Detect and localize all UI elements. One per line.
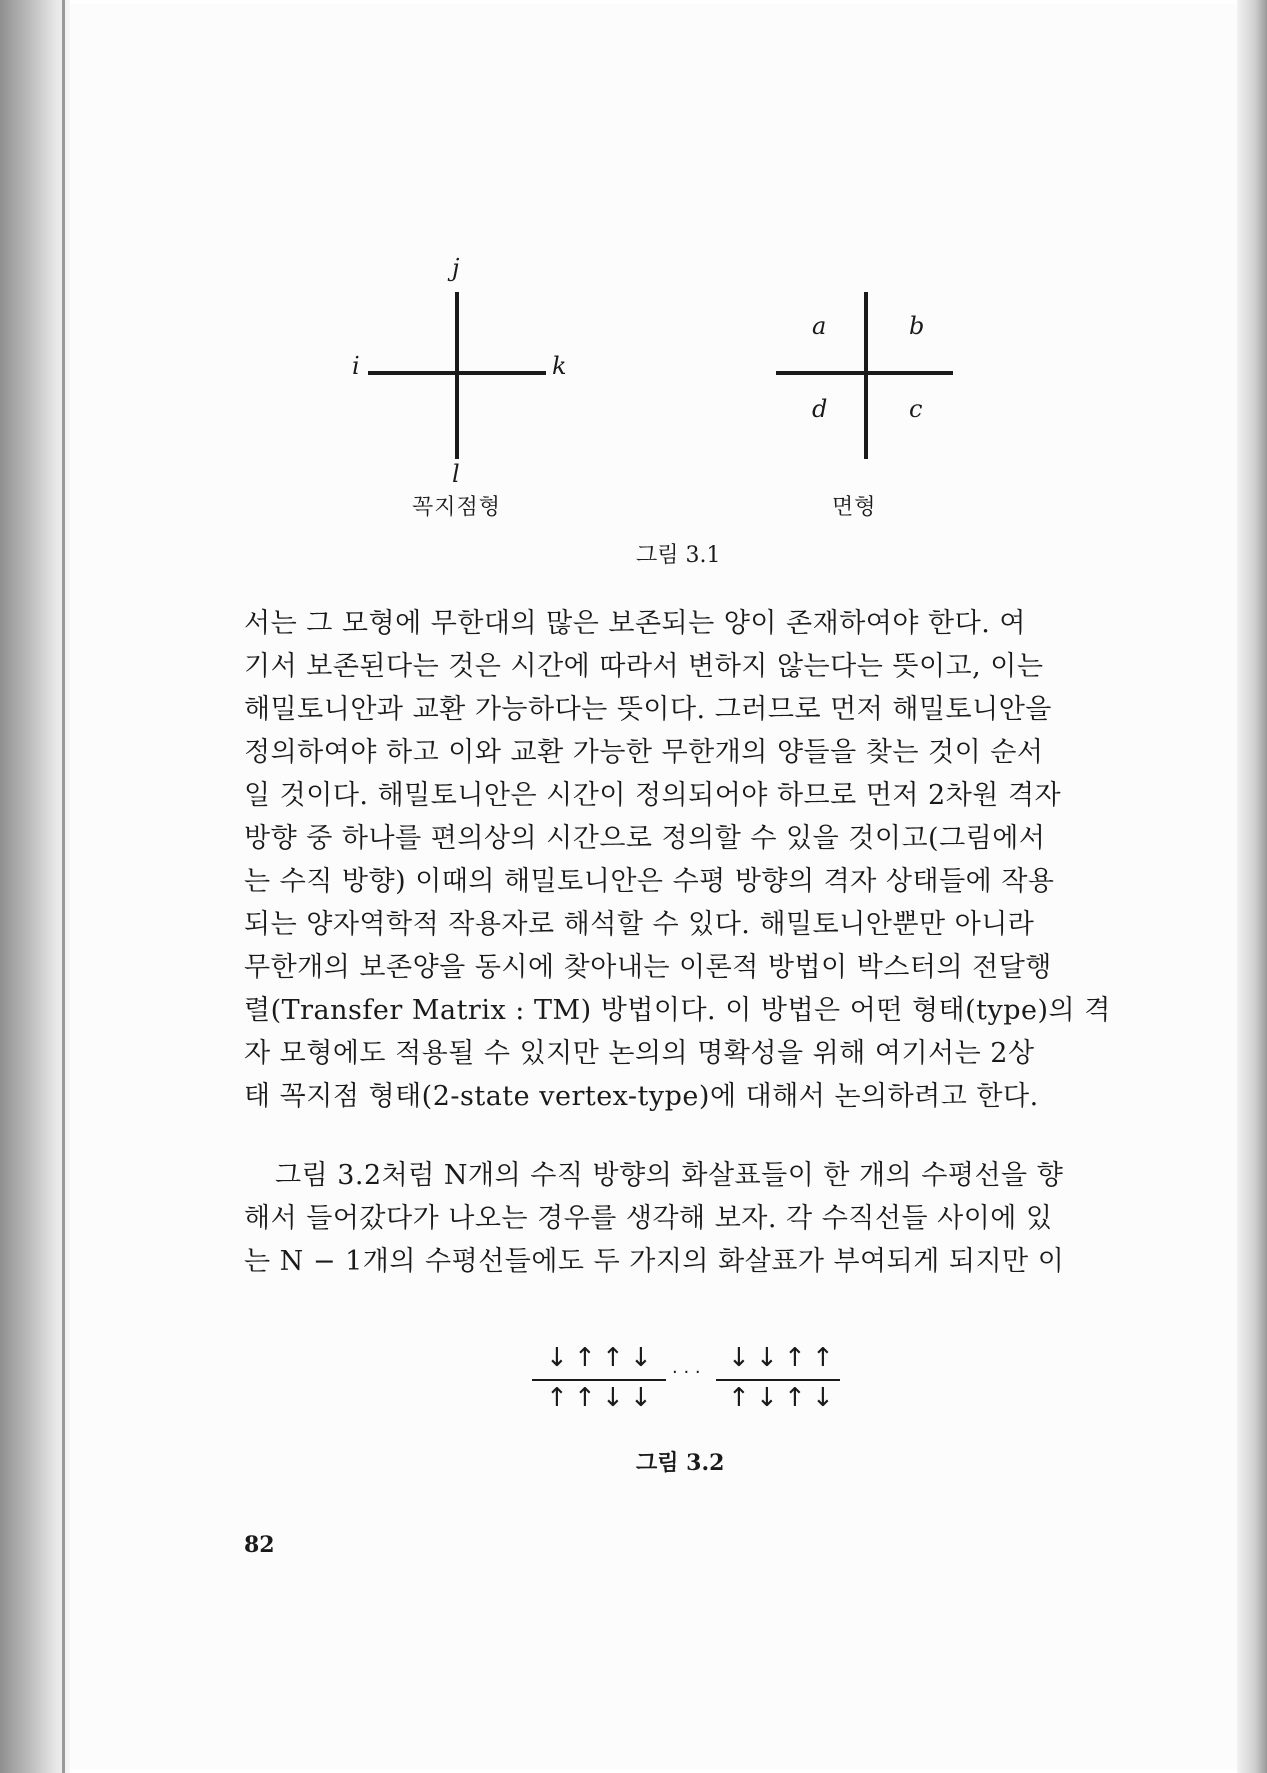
page-edge-left	[0, 0, 70, 1773]
arrow-top-right-3: ↑	[784, 1343, 806, 1373]
text-line: 일 것이다. 해밀토니안은 시간이 정의되어야 하므로 먼저 2차원 격자	[244, 780, 1062, 811]
vertex-vertical-line	[455, 292, 459, 459]
page-edge-right	[1237, 0, 1267, 1773]
vertex-label-j: j	[452, 254, 460, 282]
face-vertical-line	[864, 292, 868, 459]
figure-3-1-caption: 그림 3.1	[636, 543, 721, 568]
arrow-top-left-4: ↓	[630, 1343, 652, 1373]
arrow-top-left-2: ↑	[574, 1343, 596, 1373]
vertex-label-k: k	[552, 352, 567, 380]
arrow-baseline-left	[532, 1379, 666, 1381]
arrow-top-right-2: ↓	[756, 1343, 778, 1373]
page-number: 82	[244, 1532, 275, 1558]
text-line: 는 수직 방향) 이때의 해밀토니안은 수평 방향의 격자 상태들에 작용	[244, 866, 1055, 897]
text-line: 는 N − 1개의 수평선들에도 두 가지의 화살표가 부여되게 되지만 이	[244, 1246, 1065, 1277]
paragraph-2	[244, 1154, 1119, 1283]
text-line: 정의하여야 하고 이와 교환 가능한 무한개의 양들을 찾는 것이 순서	[244, 737, 1044, 768]
text-line: 태 꼭지점 형태(2-state vertex-type)에 대해서 논의하려고 한다.	[244, 1081, 1039, 1112]
text-line: 무한개의 보존양을 동시에 찾아내는 이론적 방법이 박스터의 전달행	[244, 952, 1052, 983]
text-line: 서는 그 모형에 무한대의 많은 보존되는 양이 존재하여야 한다. 여	[244, 608, 1026, 639]
arrow-bottom-left-3: ↓	[602, 1383, 624, 1413]
ellipsis: · · ·	[672, 1362, 701, 1383]
arrow-baseline-right	[716, 1379, 840, 1381]
arrow-top-left-3: ↑	[602, 1343, 624, 1373]
face-label-d: d	[812, 395, 828, 423]
arrow-bottom-right-1: ↑	[728, 1383, 750, 1413]
arrow-bottom-left-2: ↑	[574, 1383, 596, 1413]
vertex-type-caption: 꼭지점형	[412, 495, 502, 520]
vertex-label-l: l	[452, 460, 460, 488]
face-label-c: c	[909, 395, 923, 423]
face-label-a: a	[812, 312, 827, 340]
paragraph-1	[244, 602, 1119, 1118]
face-label-b: b	[909, 312, 925, 340]
arrow-top-left-1: ↓	[546, 1343, 568, 1373]
face-type-caption: 면형	[832, 495, 877, 520]
text-line: 자 모형에도 적용될 수 있지만 논의의 명확성을 위해 여기서는 2상	[244, 1038, 1035, 1069]
vertex-horizontal-line	[368, 371, 546, 375]
text-line: 그림 3.2처럼 N개의 수직 방향의 화살표들이 한 개의 수평선을 향	[275, 1160, 1064, 1191]
arrow-bottom-right-2: ↓	[756, 1383, 778, 1413]
figure-3-2-caption: 그림 3.2	[636, 1450, 725, 1476]
arrow-bottom-left-4: ↓	[630, 1383, 652, 1413]
text-line: 해서 들어갔다가 나오는 경우를 생각해 보자. 각 수직선들 사이에 있	[244, 1203, 1053, 1234]
vertex-label-i: i	[352, 352, 360, 380]
arrow-top-right-4: ↑	[812, 1343, 834, 1373]
arrow-top-right-1: ↓	[728, 1343, 750, 1373]
text-line: 렬(Transfer Matrix : TM) 방법이다. 이 방법은 어떤 형태(type)의 격	[244, 995, 1111, 1026]
face-horizontal-line	[776, 371, 953, 375]
text-line: 기서 보존된다는 것은 시간에 따라서 변하지 않는다는 뜻이고, 이는	[244, 651, 1044, 682]
text-line: 되는 양자역학적 작용자로 해석할 수 있다. 해밀토니안뿐만 아니라	[244, 909, 1035, 940]
arrow-bottom-right-4: ↓	[812, 1383, 834, 1413]
arrow-bottom-left-1: ↑	[546, 1383, 568, 1413]
page-edge-line	[62, 0, 65, 1773]
text-line: 방향 중 하나를 편의상의 시간으로 정의할 수 있을 것이고(그림에서	[244, 823, 1046, 854]
arrow-bottom-right-3: ↑	[784, 1383, 806, 1413]
text-line: 해밀토니안과 교환 가능하다는 뜻이다. 그러므로 먼저 해밀토니안을	[244, 694, 1052, 725]
